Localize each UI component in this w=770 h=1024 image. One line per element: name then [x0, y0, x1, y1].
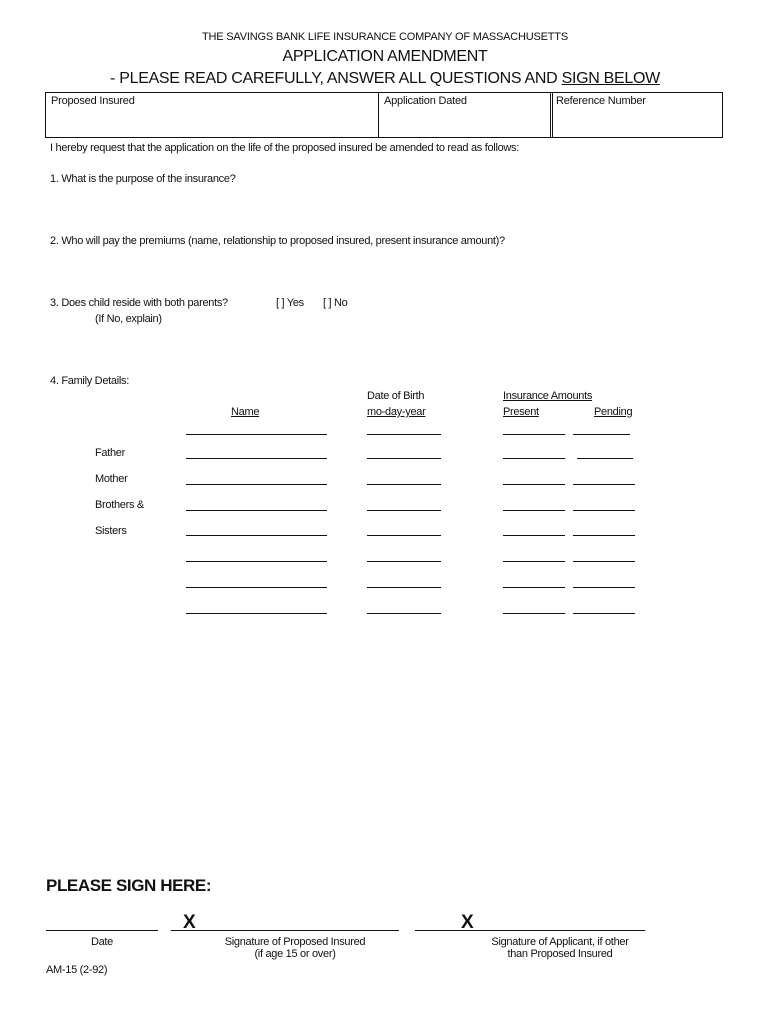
present-line[interactable]	[503, 458, 565, 459]
dob-format-header: mo-day-year	[367, 406, 426, 418]
header-fields-box	[45, 92, 723, 138]
insured-age-note: (if age 15 or over)	[254, 948, 336, 960]
form-code: AM-15 (2-92)	[46, 964, 108, 976]
insurance-amounts-header: Insurance Amounts	[503, 390, 593, 402]
dob-line[interactable]	[367, 484, 441, 485]
applicant-signature-line[interactable]	[415, 930, 645, 931]
pending-line[interactable]	[573, 510, 635, 511]
name-line[interactable]	[186, 458, 327, 459]
form-title: APPLICATION AMENDMENT	[282, 48, 488, 65]
dob-line[interactable]	[367, 458, 441, 459]
name-header: Name	[231, 406, 260, 418]
question-3: 3. Does child reside with both parents?	[50, 297, 228, 309]
form-subtitle	[0, 70, 770, 88]
family-label-mother: Mother	[95, 473, 128, 485]
date-line[interactable]	[46, 930, 158, 931]
proposed-insured-field[interactable]	[46, 93, 378, 137]
present-line[interactable]	[503, 510, 565, 511]
applicant-signature-label: Signature of Applicant, if other	[491, 936, 629, 948]
intro-text: I hereby request that the application on the life of the proposed insured be amended to read as follows:	[50, 142, 520, 154]
please-sign-heading: PLEASE SIGN HERE:	[46, 876, 212, 895]
dob-header: Date of Birth	[367, 390, 425, 402]
family-label-father: Father	[95, 447, 125, 459]
pending-line[interactable]	[573, 484, 635, 485]
present-line[interactable]	[503, 535, 565, 536]
company-name: THE SAVINGS BANK LIFE INSURANCE COMPANY OF MASSACHUSETTS	[202, 31, 568, 43]
question-2: 2. Who will pay the premiums (name, relationship to proposed insured, present insurance amount)?	[50, 235, 505, 247]
present-line[interactable]	[503, 613, 565, 614]
family-label-brothers: Brothers &	[95, 499, 144, 511]
family-label-sisters: Sisters	[95, 525, 127, 537]
subtitle-text: - PLEASE READ CAREFULLY, ANSWER ALL QUESTIONS AND	[110, 70, 562, 87]
dob-line[interactable]	[367, 535, 441, 536]
dob-line[interactable]	[367, 613, 441, 614]
applicant-note: than Proposed Insured	[507, 948, 613, 960]
reference-number-label: Reference Number	[556, 95, 646, 107]
present-line[interactable]	[503, 484, 565, 485]
insured-x-mark: X	[183, 912, 196, 933]
dob-line[interactable]	[367, 434, 441, 435]
pending-line[interactable]	[573, 561, 635, 562]
application-dated-label: Application Dated	[384, 95, 467, 107]
reference-number-field[interactable]	[550, 93, 724, 137]
dob-line[interactable]	[367, 561, 441, 562]
question-3-note: (If No, explain)	[95, 313, 162, 325]
question-4: 4. Family Details:	[50, 375, 129, 387]
pending-line[interactable]	[573, 535, 635, 536]
date-label: Date	[90, 936, 114, 948]
insured-signature-line[interactable]	[171, 930, 399, 931]
name-line[interactable]	[186, 510, 327, 511]
present-line[interactable]	[503, 561, 565, 562]
name-line[interactable]	[186, 484, 327, 485]
name-line[interactable]	[186, 587, 327, 588]
yes-checkbox[interactable]: [ ] Yes	[276, 297, 304, 309]
pending-line[interactable]	[573, 613, 635, 614]
present-line[interactable]	[503, 587, 565, 588]
pending-line[interactable]	[573, 434, 630, 435]
subtitle-sign-below: SIGN BELOW	[561, 70, 660, 87]
question-1: 1. What is the purpose of the insurance?	[50, 173, 236, 185]
no-checkbox[interactable]: [ ] No	[323, 297, 348, 309]
pending-line[interactable]	[577, 458, 633, 459]
insured-signature-label: Signature of Proposed Insured	[224, 936, 366, 948]
proposed-insured-label: Proposed Insured	[51, 95, 135, 107]
dob-line[interactable]	[367, 510, 441, 511]
name-line[interactable]	[186, 613, 327, 614]
applicant-x-mark: X	[461, 912, 474, 933]
pending-header: Pending	[594, 406, 633, 418]
name-line[interactable]	[186, 535, 327, 536]
present-line[interactable]	[503, 434, 565, 435]
pending-line[interactable]	[573, 587, 635, 588]
name-line[interactable]	[186, 434, 327, 435]
dob-line[interactable]	[367, 587, 441, 588]
present-header: Present	[503, 406, 539, 418]
application-dated-field[interactable]	[378, 93, 550, 137]
name-line[interactable]	[186, 561, 327, 562]
